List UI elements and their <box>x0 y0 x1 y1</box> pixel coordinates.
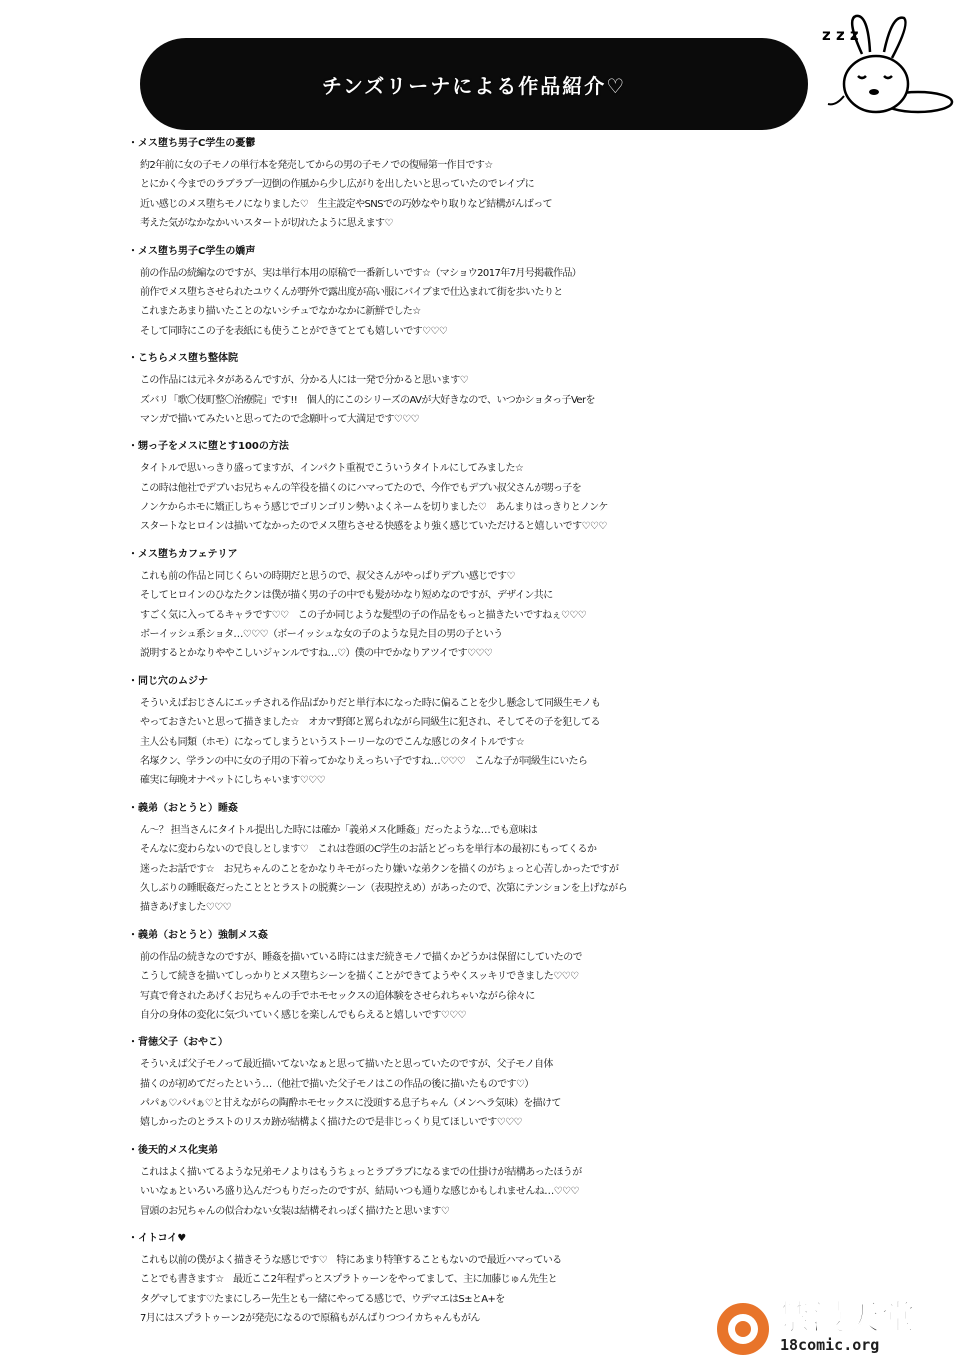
work-section <box>128 1139 928 1221</box>
work-title: ・メス堕ち男子C学生の嬌声 <box>128 245 256 257</box>
work-title: ・同じ穴のムジナ <box>128 675 208 687</box>
work-title: ・後天的メス化実弟 <box>128 1144 218 1156</box>
work-title: ・イトコイ♥ <box>128 1233 187 1245</box>
description-line: タグマしてます♡たまにしろー先生とも一緒にやってる感じで、ウデマエはS±とA+を <box>140 1293 505 1305</box>
description-line: これも以前の僕がよく描きそうな感じです♡ 特にあまり特筆することもないので最近ハマっている <box>140 1255 562 1267</box>
description-line: これも前の作品と同じくらいの時期だと思うので、叔父さんがやっぱりデブい感じです♡ <box>140 570 515 582</box>
work-section <box>128 435 928 537</box>
description-line: ボーイッシュ系ショタ…♡♡♡（ボーイッシュな女の子のような見た目の男の子という <box>140 629 503 641</box>
description-line: 約2年前に女の子モノの単行本を発売してからの男の子モノでの復帰第一作目です☆ <box>140 160 493 171</box>
description-line: 前作でメス堕ちさせられたユウくんが野外で露出度が高い服にバイブまで仕込まれて街を歩いたりと <box>140 286 563 298</box>
description-line: そういえばおじさんにエッチされる作品ばかりだと単行本になった時に偏ることを少し懸念して同級生モノも <box>140 697 601 709</box>
description-line: 描きあげました♡♡♡ <box>140 902 231 914</box>
work-title: ・義弟（おとうと）強制メス姦 <box>128 929 268 941</box>
description-line: 近い感じのメス堕ちモノになりました♡ 生主設定やSNSでの巧妙なやり取りなど結構がんばって <box>140 198 553 210</box>
work-title: ・こちらメス堕ち整体院 <box>128 353 238 365</box>
description-line: そういえば父子モノって最近描いてないなぁと思って描いたと思っていたのですが、父子モノ自体 <box>140 1059 553 1071</box>
sleep-zzz-text: z z z <box>822 26 859 44</box>
work-section <box>128 132 928 234</box>
work-section <box>128 347 928 429</box>
work-description <box>140 156 928 234</box>
description-line: 写真で脅されたあげくお兄ちゃんの手でホモセックスの追体験をさせられちゃいながら徐々に <box>140 990 535 1002</box>
description-line: 名塚クン、学ランの中に女の子用の下着ってかなりえっちい子ですね…♡♡♡ こんな子が同級生にいたら <box>140 755 588 767</box>
work-description <box>140 821 928 918</box>
description-line: この作品には元ネタがあるんですが、分かる人には一発で分かると思います♡ <box>140 375 468 387</box>
page-header <box>140 38 808 130</box>
work-section <box>128 670 928 791</box>
work-description <box>140 264 928 342</box>
work-description <box>140 1055 928 1133</box>
description-line: すごく気に入ってるキャラです♡♡ この子か同じような髪型の子の作品をもっと描きたいですねぇ♡♡♡ <box>140 609 587 621</box>
description-line: ことでも書きます☆ 最近ここ2年程ずっとスプラトゥーンをやってまして、主に加藤じゅん先生と <box>140 1274 558 1286</box>
description-line: 久しぶりの睡眠姦だったことととラストの脱糞シーン（表現控えめ）があったので、次第にテンションを上げながら <box>140 882 628 894</box>
description-line: 嬉しかったのとラストのリスカ跡が結構よく描けたので是非じっくり見てほしいです♡♡♡ <box>140 1117 522 1129</box>
description-line: 確実に毎晩オナペットにしちゃいます♡♡♡ <box>140 775 325 787</box>
work-description <box>140 694 928 791</box>
description-line: 前の作品の続きなのですが、睡姦を描いている時にはまだ続きモノで描くかどうかは保留にしていたので <box>140 951 582 963</box>
description-line: これはよく描いてるような兄弟モノよりはもうちょっとラブラブになるまでの仕掛けが結構あったほうが <box>140 1166 582 1178</box>
description-line: そしてヒロインのひなたクンは僕が描く男の子の中でも髪がかなり短めなのですが、デザイン共に <box>140 590 553 602</box>
work-description <box>140 459 928 537</box>
work-section <box>128 1031 928 1133</box>
description-line: 描くのが初めてだったという…（他社で描いた父子モノはこの作品の後に描いたものです♡） <box>140 1078 534 1090</box>
work-description <box>140 567 928 664</box>
description-line: こうして続きを描いてしっかりとメス堕ちシーンを描くことができてようやくスッキリできました♡♡♡ <box>140 971 579 983</box>
work-section <box>128 543 928 664</box>
work-title: ・甥っ子をメスに堕とす100の方法 <box>128 441 289 453</box>
watermark-name: 禁漫天堂 <box>776 1298 916 1338</box>
work-title: ・メス堕ちカフェテリア <box>128 548 238 560</box>
description-line: ノンケからホモに矯正しちゃう感じでゴリンゴリン勢いよくネームを切りました♡ あんまりはっきりとノンケ <box>140 502 608 514</box>
description-line: 冒頭のお兄ちゃんの似合わない女装は結構それっぽく描けたと思います♡ <box>140 1205 450 1217</box>
work-title: ・背徳父子（おやこ） <box>128 1037 228 1049</box>
description-line: マンガで描いてみたいと思ってたので念願叶って大満足です♡♡♡ <box>140 413 419 425</box>
page-title: チンズリーナによる作品紹介♡ <box>321 73 627 98</box>
description-line: やっておきたいと思って描きました☆ オカマ野郎と罵られながら同級生に犯され、そしてその子を犯してる <box>140 717 600 729</box>
work-section <box>128 924 928 1026</box>
description-line: 主人公も同類（ホモ）になってしまうというストーリーなのでこんな感じのタイトルです☆ <box>140 736 525 748</box>
description-line: 自分の身体の変化に気づいていく感じを楽しんでもらえると嬉しいです♡♡♡ <box>140 1009 466 1021</box>
work-description <box>140 371 928 429</box>
description-line: 7月にはスプラトゥーン2が発売になるので原稿もがんばりつつイカちゃんもがん <box>140 1313 480 1325</box>
description-line: 迷ったお話です☆ お兄ちゃんのことをかなりキモがったり嫌いな弟クンを描くのがちょっと心苦しかったですが <box>140 863 619 875</box>
watermark-url: 18comic.org <box>780 1336 880 1354</box>
description-line: ん～？ 担当さんにタイトル提出した時には確か「義弟メス化睡姦」だったような…でも意味は <box>140 824 538 836</box>
description-line: いいなぁといろいろ盛り込んだつもりだったのですが、結局いつも通りな感じかもしれませんね…♡♡♡ <box>140 1186 579 1198</box>
work-section <box>128 797 928 918</box>
work-description <box>140 1163 928 1221</box>
works-list <box>128 132 928 1335</box>
description-line: とにかく今までのラブラブ一辺倒の作風から少し広がりを出したいと思っていたのでレイプに <box>140 179 534 191</box>
description-line: 前の作品の続編なのですが、実は単行本用の原稿で一番新しいです☆（マショウ2017年7月号掲載作品） <box>140 267 582 279</box>
description-line: ズバリ「歌〇伎町整〇治療院」です!! 個人的にこのシリーズのAVが大好きなので、いつかショタっ子Verを <box>140 394 595 406</box>
description-line: この時は他社でデブいお兄ちゃんの竿役を描くのにハマってたので、今作でもデブい叔父さんが甥っ子を <box>140 482 582 494</box>
work-description <box>140 948 928 1026</box>
work-section <box>128 240 928 342</box>
watermark-emblem-icon <box>714 1300 772 1358</box>
description-line: 考えた気がなかなかいいスタートが切れたように思えます♡ <box>140 218 393 230</box>
description-line: そして同時にこの子を表紙にも使うことができてとても嬉しいです♡♡♡ <box>140 325 448 337</box>
description-line: パパぁ♡パパぁ♡と甘えながらの陶酔ホモセックスに没頭する息子ちゃん（メンヘラ気味）を描けて <box>140 1098 561 1110</box>
description-line: 説明するとかなりややこしいジャンルですね…♡）僕の中でかなりアツイです♡♡♡ <box>140 648 493 660</box>
description-line: これまたあまり描いたことのないシチュでなかなかに新鮮でした☆ <box>140 306 421 318</box>
description-line: スタートなヒロインは描いてなかったのでメス堕ちさせる快感をより強く感じていただけると嬉しいです♡♡♡ <box>140 521 607 533</box>
watermark-logo <box>714 1298 952 1358</box>
work-title: ・義弟（おとうと）睡姦 <box>128 802 238 814</box>
description-line: タイトルで思いっきり盛ってますが、インパクト重視でこういうタイトルにしてみました☆ <box>140 463 524 475</box>
work-title: ・メス堕ち男子C学生の憂鬱 <box>128 138 256 149</box>
description-line: そんなに変わらないので良しとします♡ これは巻頭のC学生のお話とどっちを単行本の最初にもってくるか <box>140 844 597 856</box>
